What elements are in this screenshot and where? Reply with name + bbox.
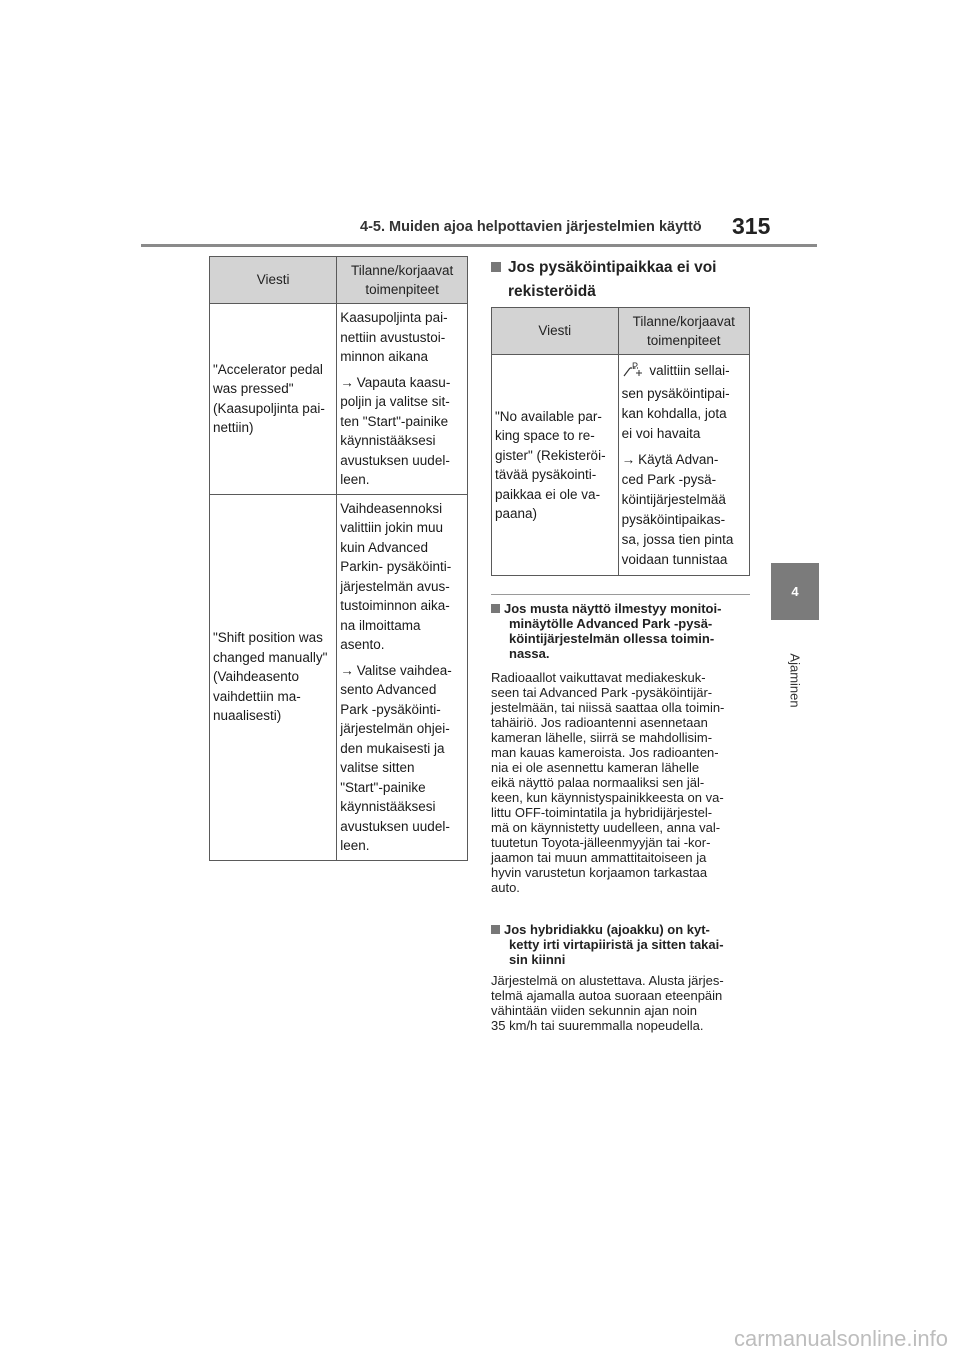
- table-header-cell: Tilanne/korjaavat toimenpiteet: [618, 308, 749, 355]
- situation-cell: [337, 494, 468, 860]
- situation-cell: [618, 355, 749, 576]
- chapter-label-text: Ajaminen: [787, 652, 803, 708]
- parking-symbol-icon: [622, 362, 644, 384]
- header-title: 4-5. Muiden ajoa helpottavien järjestelmien käyttö: [360, 219, 702, 235]
- message-table-left: [209, 256, 468, 861]
- note-heading: Jos hybridiakku (ajoakku) on kyt- ketty irti virtapiiristä ja sitten takai- sin kiinni: [491, 922, 753, 967]
- page-number: 315: [732, 213, 771, 239]
- svg-text:P: P: [631, 361, 638, 371]
- square-bullet-icon: [491, 604, 500, 613]
- square-bullet-icon: [491, 925, 500, 934]
- table-row: [210, 304, 468, 495]
- right-arrow-icon: →: [621, 451, 636, 467]
- message-cell: "Shift position was changed manually" (Vaihdeasento vaihdettiin ma- nuaalisesti): [210, 494, 337, 860]
- right-arrow-icon: →: [340, 662, 354, 678]
- table-row: [492, 355, 750, 576]
- note-body: Järjestelmä on alustettava. Alusta järjes- telmä ajamalla autoa suoraan eteenpäin vähintään viiden sekunnin ajan noin 35 km/h tai suuremmalla nopeudella.: [491, 973, 724, 1033]
- situation-text: Kaasupoljinta pai- nettiin avustustoi- minnon aikana: [340, 310, 448, 364]
- table-row: [210, 494, 468, 860]
- situation-text: P valittiin sellai- sen pysäköintipai- kan kohdalla, jota ei voi havaita: [621, 361, 730, 441]
- situation-text: Vaihdeasennoksi valittiin jokin muu kuin Advanced Parkin- pysäköinti- järjestelmän avus- tustoiminnon aika- na ilmoittama asento.: [340, 500, 452, 652]
- message-cell: "Accelerator pedal was pressed" (Kaasupoljinta pai- nettiin): [210, 304, 337, 495]
- section-title: Jos pysäköintipaikkaa ei voi rekisteröidä: [491, 256, 756, 304]
- right-arrow-icon: →: [340, 374, 354, 390]
- watermark: carmanualsonline.info: [733, 1326, 948, 1351]
- message-table-right: [491, 307, 750, 576]
- note-heading: Jos musta näyttö ilmestyy monitoi- minäytölle Advanced Park -pysä- köintijärjestelmän ollessa toimin- nassa.: [491, 601, 753, 661]
- chapter-tab: 4: [771, 563, 819, 620]
- table-header-row: [492, 308, 750, 355]
- table-header-cell: Tilanne/korjaavat toimenpiteet: [337, 257, 468, 304]
- chapter-label: [772, 640, 818, 720]
- note-body: Radioaallot vaikuttavat mediakeskuk- seen tai Advanced Park -pysäköintijär- jestelmään, tai niissä saattaa olla toimin- tahäiriö. Jos radioantenni asennetaan kameran lähelle, siirrä se mahdollisim- man kauas kameroista. Jos radioanten- nia ei ole asennettu kameran lähelle eikä näyttö palaa normaaliksi sen jäl- keen, kun käynnistyspainikkeesta on va- littu OFF-toimintatila ja hybridijärjestel- mä on käynnistetty uudelleen, anna val- tuutetun Toyota-jälleenmyyjän tai -kor- jaamon tai muun ammattitaitoiseen ja hyvin varustetun korjaamon tarkastaa auto.: [491, 670, 725, 895]
- situation-cell: [337, 304, 468, 495]
- table-header-cell: Viesti: [210, 257, 337, 304]
- header-rule: [141, 244, 817, 247]
- action-text: → Valitse vaihdea- sento Advanced Park -pysäköinti- järjestelmän ohjei- den mukaisesti ja valitse sitten "Start"-painike käynnistääksesi avustuksen uudel- leen.: [340, 662, 452, 853]
- section-divider: [491, 594, 750, 595]
- square-bullet-icon: [491, 262, 501, 272]
- action-text: → Käytä Advan- ced Park -pysä- köintijärjestelmää pysäköintipaikas- sa, jossa tien pinta voidaan tunnistaa: [621, 451, 734, 567]
- message-cell: "No available par- king space to re- gister" (Rekisteröi- tävää pysäkointi- paikkaa ei ole va- paana): [492, 355, 619, 576]
- table-header-cell: Viesti: [492, 308, 619, 355]
- action-text: → Vapauta kaasu- poljin ja valitse sit- ten "Start"-painike käynnistääksesi avustuksen uudel- leen.: [340, 374, 451, 487]
- table-header-row: [210, 257, 468, 304]
